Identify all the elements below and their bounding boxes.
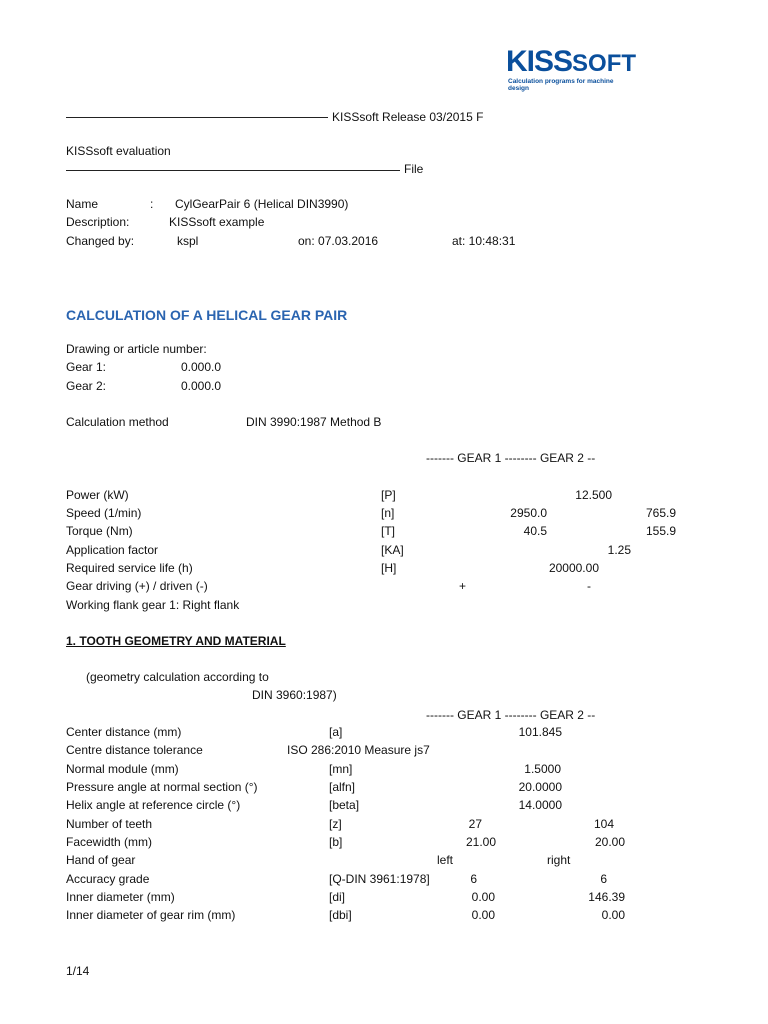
changed-label: Changed by: <box>66 234 135 248</box>
row-gear2-value: 20.00 <box>594 835 625 849</box>
row-symbol: [di] <box>329 890 346 904</box>
row-label: Center distance (mm) <box>66 725 182 739</box>
row-gear1-value: 0.00 <box>471 908 495 922</box>
row-gear1-value: 21.00 <box>465 835 496 849</box>
file-rule <box>66 170 400 171</box>
row-gear1-value: 40.5 <box>523 524 547 538</box>
row-label: Power (kW) <box>66 488 129 502</box>
row-label: Pressure angle at normal section (°) <box>66 780 258 794</box>
evaluation-text: KISSsoft evaluation <box>66 144 171 158</box>
row-gear1-value: + <box>459 579 467 593</box>
row-label: Torque (Nm) <box>66 524 133 538</box>
row-symbol: [b] <box>329 835 343 849</box>
row-gear2-value: 155.9 <box>645 524 676 538</box>
logo-tagline: Calculation programs for machine design <box>508 78 614 92</box>
row-shared-value: 1.5000 <box>524 762 561 776</box>
row-shared-value: 14.0000 <box>518 798 562 812</box>
release-text: KISSsoft Release 03/2015 F <box>332 110 484 124</box>
drawing-gear1-value: 0.000.0 <box>181 360 222 374</box>
row-gear1-value: 6 <box>470 872 477 886</box>
row-label: Required service life (h) <box>66 561 193 575</box>
drawing-gear2-label: Gear 2: <box>66 379 107 393</box>
row-symbol: [mn] <box>329 762 353 776</box>
row-shared-value: 12.500 <box>575 488 612 502</box>
section-note-line1: (geometry calculation according to <box>86 670 269 684</box>
row-gear2-value: 0.00 <box>601 908 625 922</box>
row-label: Normal module (mm) <box>66 762 179 776</box>
file-label: File <box>404 162 424 176</box>
name-colon: : <box>150 197 154 211</box>
drawing-gear2-value: 0.000.0 <box>181 379 222 393</box>
row-gear2-value: 6 <box>600 872 607 886</box>
drawing-gear1-label: Gear 1: <box>66 360 107 374</box>
page-number: 1/14 <box>66 964 90 978</box>
row-gear2-value: 765.9 <box>645 506 676 520</box>
row-label: Working flank gear 1: Right flank <box>66 598 240 612</box>
calc-method-value: DIN 3990:1987 Method B <box>246 415 382 429</box>
logo-brand-main: KISS <box>506 45 573 78</box>
row-gear1-value: 0.00 <box>471 890 495 904</box>
row-gear1-value: 27 <box>468 817 482 831</box>
row-label: Helix angle at reference circle (°) <box>66 798 241 812</box>
row-symbol: [H] <box>381 561 397 575</box>
row-label: Number of teeth <box>66 817 153 831</box>
row-symbol: [beta] <box>329 798 360 812</box>
description-label: Description: <box>66 215 130 229</box>
row-label: Hand of gear <box>66 853 136 867</box>
row-symbol: [KA] <box>381 543 404 557</box>
calc-method-label: Calculation method <box>66 415 169 429</box>
kisssoft-logo <box>506 45 637 92</box>
row-symbol: [alfn] <box>329 780 356 794</box>
row-shared-value: 1.25 <box>607 543 631 557</box>
row-gear2-value: - <box>587 579 591 593</box>
row-label: Inner diameter (mm) <box>66 890 175 904</box>
page-title: CALCULATION OF A HELICAL GEAR PAIR <box>66 307 348 323</box>
row-gear2-value: 104 <box>593 817 614 831</box>
row-label: Centre distance tolerance <box>66 743 203 757</box>
row-label: Gear driving (+) / driven (-) <box>66 579 208 593</box>
row-shared-value: 20000.00 <box>548 561 599 575</box>
release-rule <box>66 117 328 118</box>
row-shared-value: 20.0000 <box>518 780 562 794</box>
name-label: Name <box>66 197 99 211</box>
row-symbol: [dbi] <box>329 908 352 922</box>
row-label: Inner diameter of gear rim (mm) <box>66 908 236 922</box>
row-symbol: ISO 286:2010 Measure js7 <box>287 743 430 757</box>
changed-on: on: 07.03.2016 <box>298 234 379 248</box>
row-symbol: [Q-DIN 3961:1978] <box>329 872 430 886</box>
changed-at: at: 10:48:31 <box>452 234 516 248</box>
row-symbol: [a] <box>329 725 343 739</box>
section-title: 1. TOOTH GEOMETRY AND MATERIAL <box>66 634 286 648</box>
row-symbol: [P] <box>381 488 396 502</box>
row-label: Accuracy grade <box>66 872 150 886</box>
row-label: Application factor <box>66 543 159 557</box>
row-symbol: [n] <box>381 506 395 520</box>
gear-column-header: ------- GEAR 1 -------- GEAR 2 -- <box>426 451 596 465</box>
logo-brand-soft: SOFT <box>572 50 637 77</box>
drawing-label: Drawing or article number: <box>66 342 207 356</box>
row-symbol: [T] <box>381 524 395 538</box>
row-label: Facewidth (mm) <box>66 835 153 849</box>
row-symbol: [z] <box>329 817 342 831</box>
name-value: CylGearPair 6 (Helical DIN3990) <box>175 197 349 211</box>
row-gear2-value: 146.39 <box>588 890 625 904</box>
row-gear2-value: right <box>547 853 571 867</box>
row-shared-value: 101.845 <box>518 725 562 739</box>
changed-value: kspl <box>177 234 199 248</box>
row-gear1-value: 2950.0 <box>510 506 547 520</box>
row-label: Speed (1/min) <box>66 506 142 520</box>
row-gear1-value: left <box>437 853 454 867</box>
section-note-line2: DIN 3960:1987) <box>252 688 337 702</box>
description-value: KISSsoft example <box>169 215 265 229</box>
gear-column-header-2: ------- GEAR 1 -------- GEAR 2 -- <box>426 708 596 722</box>
